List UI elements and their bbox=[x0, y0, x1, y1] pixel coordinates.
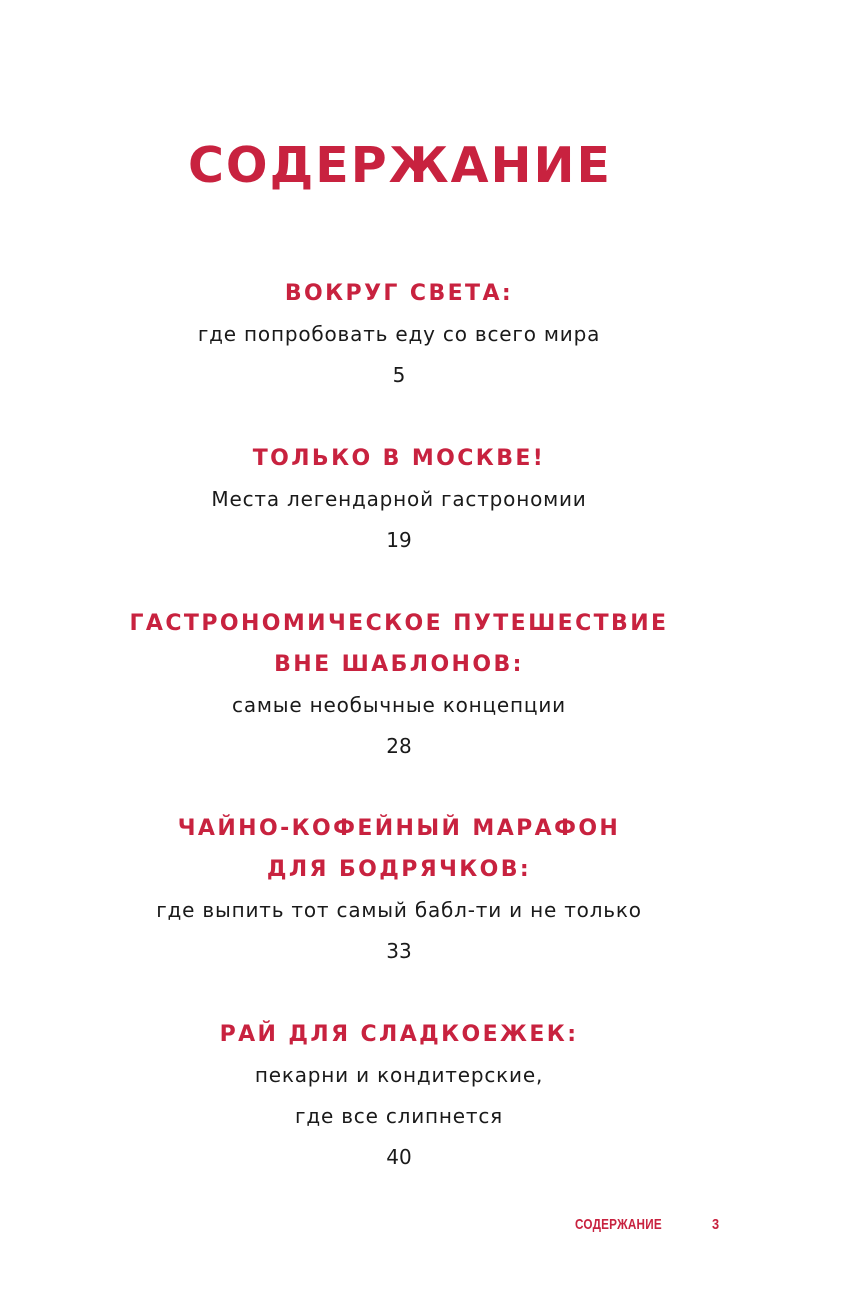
toc-entry[interactable] bbox=[0, 1014, 798, 1178]
toc-entry-subtitle: где выпить тот самый бабл-ти и не только bbox=[156, 898, 642, 922]
footer-page-number: 3 bbox=[712, 1216, 720, 1233]
toc-entry-heading: ВНЕ ШАБЛОНОВ: bbox=[274, 652, 524, 677]
toc-entry-subtitle: пекарни и кондитерские, bbox=[254, 1063, 544, 1087]
toc-entry-page-number: 19 bbox=[386, 528, 412, 552]
toc-entry-page-number: 5 bbox=[392, 363, 406, 387]
toc-entry-subtitle: где попробовать еду со всего мира bbox=[197, 322, 601, 346]
toc-entry-heading: ТОЛЬКО В МОСКВЕ! bbox=[252, 446, 546, 471]
toc-entry-heading: ВОКРУГ СВЕТА: bbox=[284, 281, 514, 306]
toc-entry-subtitle: Места легендарной гастрономии bbox=[211, 487, 587, 511]
toc-entry[interactable] bbox=[0, 438, 798, 561]
running-footer-label: СОДЕРЖАНИЕ bbox=[575, 1216, 662, 1233]
toc-entry-page-number: 33 bbox=[386, 939, 412, 963]
page-title: СОДЕРЖАНИЕ bbox=[187, 137, 613, 194]
toc-entry-heading: РАЙ ДЛЯ СЛАДКОЕЖЕК: bbox=[219, 1022, 579, 1047]
toc-entry-page-number: 40 bbox=[386, 1145, 412, 1169]
toc-entry[interactable] bbox=[0, 603, 798, 767]
toc-entry-heading: ДЛЯ БОДРЯЧКОВ: bbox=[266, 857, 532, 882]
toc-entry-heading: ЧАЙНО-КОФЕЙНЫЙ МАРАФОН bbox=[177, 816, 621, 841]
toc-entry-heading: ГАСТРОНОМИЧЕСКОЕ ПУТЕШЕСТВИЕ bbox=[129, 611, 669, 636]
toc-entry-subtitle: где все слипнется bbox=[295, 1104, 503, 1128]
toc-entry[interactable] bbox=[0, 273, 798, 396]
toc-entry-subtitle: самые необычные концепции bbox=[232, 693, 566, 717]
toc-entry-page-number: 28 bbox=[386, 734, 412, 758]
toc-entry[interactable] bbox=[0, 808, 798, 972]
